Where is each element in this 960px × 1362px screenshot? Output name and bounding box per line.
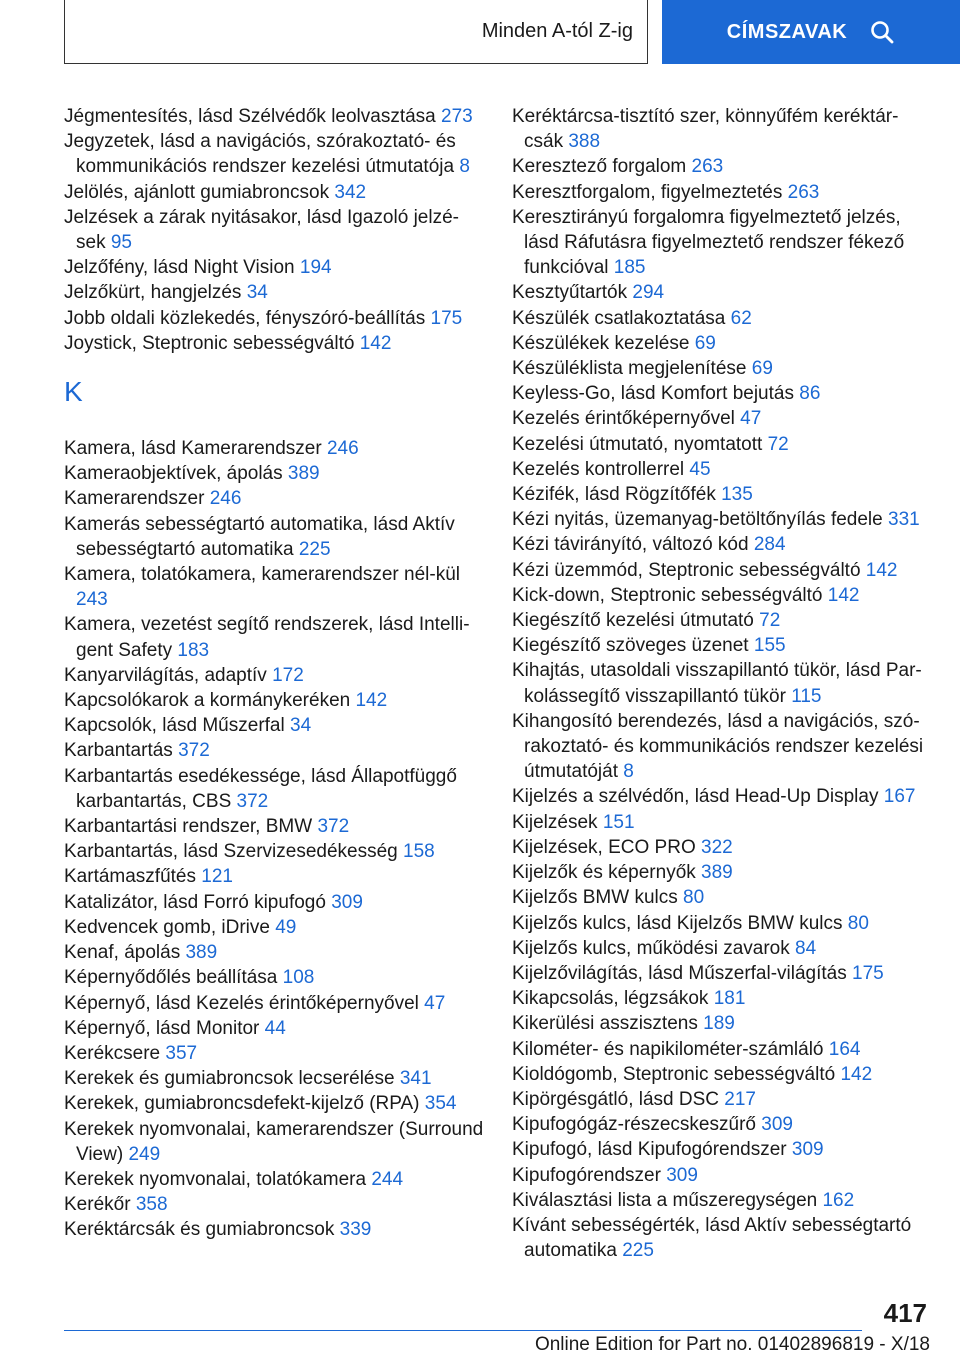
index-page-link[interactable]: 389 [185,942,218,964]
index-page-link[interactable]: 167 [883,786,916,808]
index-entry-text: Készülék csatlakoztatása [512,307,726,329]
index-page-link[interactable]: 322 [701,836,733,858]
index-page-link[interactable]: 294 [632,282,665,304]
index-entry-text: Kerékcsere [64,1042,161,1064]
index-page-link[interactable]: 47 [424,992,446,1014]
index-entry [512,608,932,633]
index-entry [64,486,484,511]
page-number: 417 [883,1298,927,1328]
index-entry [64,1041,484,1066]
index-entry-text: Kerékőr [64,1194,131,1216]
index-entry [512,1213,932,1263]
index-page-link[interactable]: 389 [287,463,320,485]
index-entry [512,180,932,205]
index-page-link[interactable]: 80 [683,887,705,909]
index-entry [64,612,484,662]
index-entry [64,864,484,889]
index-page-link[interactable]: 162 [822,1189,855,1211]
index-page-link[interactable]: 185 [613,257,646,279]
index-entry-text: Kapcsolók, lásd Műszerfal [64,715,285,737]
index-page-link[interactable]: 342 [334,181,367,203]
index-entry-text: Kikapcsolás, légzsákok [512,988,709,1010]
index-entry [64,965,484,990]
index-entry [64,331,484,356]
index-entry [64,562,484,612]
index-entry-text: Kijelzések, ECO PRO [512,836,696,858]
index-entry-text: Jegyzetek, lásd a navigációs, szórakoztató- és kommunikációs rendszer kezelési útmutatója [64,131,456,178]
index-entry-text: Kamera, vezetést segítő rendszerek, lásd Intelli-gent Safety [64,614,470,661]
index-entry [512,104,932,154]
index-page-link[interactable]: 142 [865,559,898,581]
index-entry-text: Kézi távirányító, változó kód [512,534,749,556]
tab-a-to-z[interactable] [64,0,648,64]
index-entry [64,1066,484,1091]
index-page-link[interactable]: 243 [76,589,108,611]
index-entry [512,658,932,708]
index-entry [64,512,484,562]
index-entry-text: Kívánt sebességérték, lásd Aktív sebességtartó automatika [512,1214,912,1262]
index-entry-text: Kartámaszfűtés [64,866,196,888]
index-entry [512,1188,932,1213]
index-entry-text: Készüléklista megjelenítése [512,358,747,380]
index-entry [512,835,932,860]
footer-edition: Online Edition for Part no. 01402896819 - X/18 [534,1334,930,1355]
index-entry [64,764,484,814]
index-entry-text: Kezelés kontrollerrel [512,458,685,480]
index-entry-text: Kesztyűtartók [512,282,628,304]
index-page-link[interactable]: 372 [178,740,210,762]
index-entry-text: Kamera, tolatókamera, kamerarendszer nél-kül [64,564,461,586]
index-entry-text: Karbantartás, lásd Szervizesedékesség [64,841,398,863]
index-entry [64,663,484,688]
index-page-link[interactable]: 135 [721,484,753,506]
index-entry-text: Keréktárcsa-tisztító szer, könnyűfém keréktár-csák [512,106,899,153]
index-entry [512,1037,932,1062]
index-entry [64,436,484,461]
index-entry [512,784,932,809]
index-column-right [512,104,932,1263]
index-page-link[interactable]: 142 [355,690,388,712]
index-entry-text: Jégmentesítés, lásd Szélvédők leolvasztása [64,106,436,127]
index-entry-text: Kipufogórendszer [512,1164,661,1186]
index-page-link[interactable]: 225 [622,1240,654,1262]
index-entry-text: Kijelzők és képernyők [512,862,696,884]
index-column-left [64,104,484,1243]
index-page-link[interactable]: 49 [275,916,297,938]
index-page-link[interactable]: 389 [701,862,733,884]
index-page-link[interactable]: 331 [888,509,920,531]
index-entry [512,280,932,305]
index-entry-text: Jobb oldali közlekedés, fényszóró-beállítás [64,307,426,329]
index-entry [64,205,484,255]
index-entry-text: Kerekek nyomvonalai, kamerarendszer (Surround View) [64,1118,484,1165]
index-entry-text: Jelzések a zárak nyitásakor, lásd Igazoló jelzé-sek [64,206,459,254]
index-entry [64,1117,484,1167]
index-page-link[interactable]: 47 [740,408,762,430]
index-entry-text: Kerekek nyomvonalai, tolatókamera [64,1168,367,1190]
index-entry-text: Kijelzős kulcs, lásd Kijelzős BMW kulcs [512,912,843,934]
index-page-link[interactable]: 244 [371,1168,404,1190]
index-entry-text: Kikerülési asszisztens [512,1013,698,1035]
index-entry [64,688,484,713]
index-entry-text: Keresztező forgalom [512,156,687,178]
index-entry [64,915,484,940]
index-entry [512,1087,932,1112]
index-entry-text: Kamerarendszer [64,488,205,510]
index-page-link[interactable]: 164 [828,1038,861,1060]
index-entry [64,991,484,1016]
index-entry-text: Kiegészítő kezelési útmutató [512,610,754,632]
index-page-link[interactable]: 158 [403,841,435,863]
index-page-link[interactable]: 354 [424,1093,457,1115]
index-entry-text: Kipufogó, lásd Kipufogórendszer [512,1139,787,1161]
index-entry [64,1217,484,1242]
index-entry [512,432,932,457]
footer-divider [64,1330,862,1331]
index-entry-text: Kerekek és gumiabroncsok lecserélése [64,1068,395,1090]
index-entry-text: Kijelzővilágítás, lásd Műszerfal-világítás [512,962,847,984]
index-page-link[interactable]: 121 [201,866,233,888]
index-entry [64,180,484,205]
index-entry [512,633,932,658]
index-entry [64,255,484,280]
index-page-link[interactable]: 372 [236,790,269,812]
index-entry [512,1137,932,1162]
index-entry [512,911,932,936]
index-page-link[interactable]: 142 [827,584,860,606]
index-entry-text: Kapcsolókarok a kormánykeréken [64,690,351,712]
index-entry-text: Kézi nyitás, üzemanyag-betöltőnyílás fedele [512,509,883,531]
index-entry [512,1112,932,1137]
index-page-link[interactable]: 95 [110,232,132,254]
index-entry-text: Kijelzések [512,811,598,833]
index-page-link[interactable]: 142 [359,332,392,354]
index-page-link[interactable]: 175 [430,307,463,329]
top-navigation [64,0,960,64]
tab-keywords-label: CÍMSZAVAK [726,20,848,43]
index-entry-text: Jelzőfény, lásd Night Vision [64,257,295,279]
index-entry-text: Keréktárcsák és gumiabroncsok [64,1219,335,1241]
index-page-link[interactable]: 80 [847,912,869,934]
index-entry [64,461,484,486]
index-entry [64,1167,484,1192]
index-entry-text: Kamerás sebességtartó automatika, lásd Aktív sebességtartó automatika [64,513,455,560]
index-page-link[interactable]: 155 [753,635,786,657]
index-entry-text: Kijelzős BMW kulcs [512,887,678,909]
index-entry-text: Kameraobjektívek, ápolás [64,463,283,485]
index-entry [512,306,932,331]
index-entry [512,1011,932,1036]
index-entry [64,738,484,763]
index-entry-text: Jelzőkürt, hangjelzés [64,282,242,304]
index-entry-text: Kihangosító berendezés, lásd a navigációs, szó-rakoztató- és kommunikációs rendszer kezelési útmutatóját [512,710,924,783]
index-page-link[interactable]: 183 [177,639,210,661]
index-entry [512,205,932,281]
tab-keywords[interactable] [662,0,960,64]
index-entry-text: Kenaf, ápolás [64,942,181,964]
index-page-link[interactable]: 181 [713,988,746,1010]
index-entry-text: Kamera, lásd Kamerarendszer [64,438,322,460]
index-page-link[interactable]: 45 [689,458,711,480]
index-entry-text: Kedvencek gomb, iDrive [64,916,270,938]
index-entry-text: Keresztirányú forgalomra figyelmeztető jelzés, lásd Ráfutásra figyelmeztető rendszer fékező funkcióval [512,206,905,279]
index-entry-text: Keyless-Go, lásd Komfort bejutás [512,383,794,405]
index-page-link[interactable]: 108 [282,967,315,989]
index-page-link[interactable]: 284 [753,534,786,556]
index-entry-text: Kezelési útmutató, nyomtatott [512,433,763,455]
index-entry [512,457,932,482]
index-entry [512,507,932,532]
index-entry [512,558,932,583]
index-entry [64,1192,484,1217]
index-entry [512,583,932,608]
index-entry [512,381,932,406]
index-page-link[interactable]: 309 [791,1139,824,1161]
index-entry-text: Képernyő, lásd Monitor [64,1017,260,1039]
index-page-link[interactable]: 194 [299,257,332,279]
index-page-link[interactable]: 309 [666,1164,698,1186]
index-entry [512,961,932,986]
index-entry-text: Keresztforgalom, figyelmeztetés [512,181,783,203]
index-entry [64,1091,484,1116]
index-entry [512,885,932,910]
index-page-link[interactable]: 72 [759,610,781,632]
index-entry-text: Kick-down, Steptronic sebességváltó [512,584,823,606]
index-entry [64,280,484,305]
index-entry [64,940,484,965]
index-page-link[interactable]: 84 [795,937,817,959]
index-entry-text: Kézi üzemmód, Steptronic sebességváltó [512,559,861,581]
index-page-link[interactable]: 69 [751,358,773,380]
index-entry-text: Kiválasztási lista a műszeregységen [512,1189,818,1211]
index-entry [512,1163,932,1188]
index-entry [512,936,932,961]
index-entry [512,986,932,1011]
index-entry [64,839,484,864]
index-entry [512,532,932,557]
index-page-link[interactable]: 8 [623,761,634,783]
index-page-link[interactable]: 309 [761,1114,793,1136]
index-entry-text: Kihajtás, utasoldali visszapillantó tükör, lásd Par-kolássegítő visszapillantó tükör [512,660,922,707]
index-entry-text: Kijelzős kulcs, működési zavarok [512,937,790,959]
index-entry-text: Karbantartás esedékessége, lásd Állapotfüggő karbantartás, CBS [64,765,457,812]
index-entry-text: Kerekek, gumiabroncsdefekt-kijelző (RPA) [64,1093,420,1115]
index-page-link[interactable]: 357 [165,1042,198,1064]
index-page-link[interactable]: 189 [703,1013,735,1035]
index-entry-text: Kezelés érintőképernyővel [512,408,735,430]
index-page-link[interactable]: 309 [331,891,363,913]
index-entry [512,154,932,179]
index-page-link[interactable]: 263 [787,181,820,203]
index-entry-text: Készülékek kezelése [512,332,690,354]
index-entry [64,890,484,915]
index-entry-text: Kilométer- és napikilométer-számláló [512,1038,824,1060]
index-entry-text: Joystick, Steptronic sebességváltó [64,332,355,354]
index-entry-text: Kipörgésgátló, lásd DSC [512,1088,719,1110]
index-entry-text: Kanyarvilágítás, adaptív [64,664,267,686]
index-entry [64,713,484,738]
index-page-link[interactable]: 246 [209,488,242,510]
index-page-link[interactable]: 273 [441,106,473,127]
index-entry-text: Kipufogógáz-részecskeszűrő [512,1114,756,1136]
index-entry-text: Kioldógomb, Steptronic sebességváltó [512,1063,836,1085]
index-entry-text: Katalizátor, lásd Forró kipufogó [64,891,326,913]
index-page-link[interactable]: 86 [799,383,821,405]
index-entry-text: Kiegészítő szöveges üzenet [512,635,749,657]
index-entry-text: Karbantartás [64,740,173,762]
index-entry-text: Jelölés, ajánlott gumiabroncsok [64,181,330,203]
index-entry-text: Karbantartási rendszer, BMW [64,816,313,838]
index-page-link[interactable]: 249 [128,1143,161,1165]
index-page-link[interactable]: 341 [399,1068,432,1090]
index-entry [512,406,932,431]
index-entry [64,104,484,129]
tab-a-to-z-label: Minden A-tól Z-ig [481,20,633,42]
index-page-link[interactable]: 339 [339,1219,372,1241]
index-page-link[interactable]: 263 [691,156,724,178]
index-entry [512,482,932,507]
index-entry [512,1062,932,1087]
index-entry [512,860,932,885]
index-entry-text: Képernyődőlés beállítása [64,967,278,989]
index-entry [64,129,484,179]
index-entry [512,709,932,785]
index-entry [512,356,932,381]
index-page-link[interactable]: 44 [264,1017,286,1039]
index-page-link[interactable]: 72 [767,433,789,455]
index-page-link[interactable]: 358 [135,1194,168,1216]
index-entry [512,331,932,356]
index-letter-heading: K [64,376,83,408]
index-page-link[interactable]: 175 [852,962,884,984]
index-entry-text: Képernyő, lásd Kezelés érintőképernyővel [64,992,419,1014]
index-entry [512,810,932,835]
index-page-link[interactable]: 372 [317,816,350,838]
index-page-link[interactable]: 69 [694,332,716,354]
index-entry-text: Kijelzés a szélvédőn, lásd Head-Up Display [512,786,879,808]
index-page-link[interactable]: 34 [290,715,312,737]
index-page-link[interactable]: 142 [840,1063,873,1085]
index-page-link[interactable]: 388 [568,131,601,153]
index-page-link[interactable]: 225 [298,538,331,560]
index-entry [64,1016,484,1041]
index-page-link[interactable]: 62 [730,307,752,329]
index-page-link[interactable]: 8 [459,156,470,178]
index-page-link[interactable]: 172 [272,664,304,686]
index-page-link[interactable]: 217 [724,1088,756,1110]
index-page-link[interactable]: 115 [791,685,822,707]
index-page-link[interactable]: 151 [602,811,635,833]
index-page-link[interactable]: 246 [326,438,359,460]
index-entry [64,306,484,331]
index-entry-text: Kézifék, lásd Rögzítőfék [512,484,716,506]
search-icon[interactable] [869,19,895,45]
index-page-link[interactable]: 34 [246,282,268,304]
index-entry [64,814,484,839]
